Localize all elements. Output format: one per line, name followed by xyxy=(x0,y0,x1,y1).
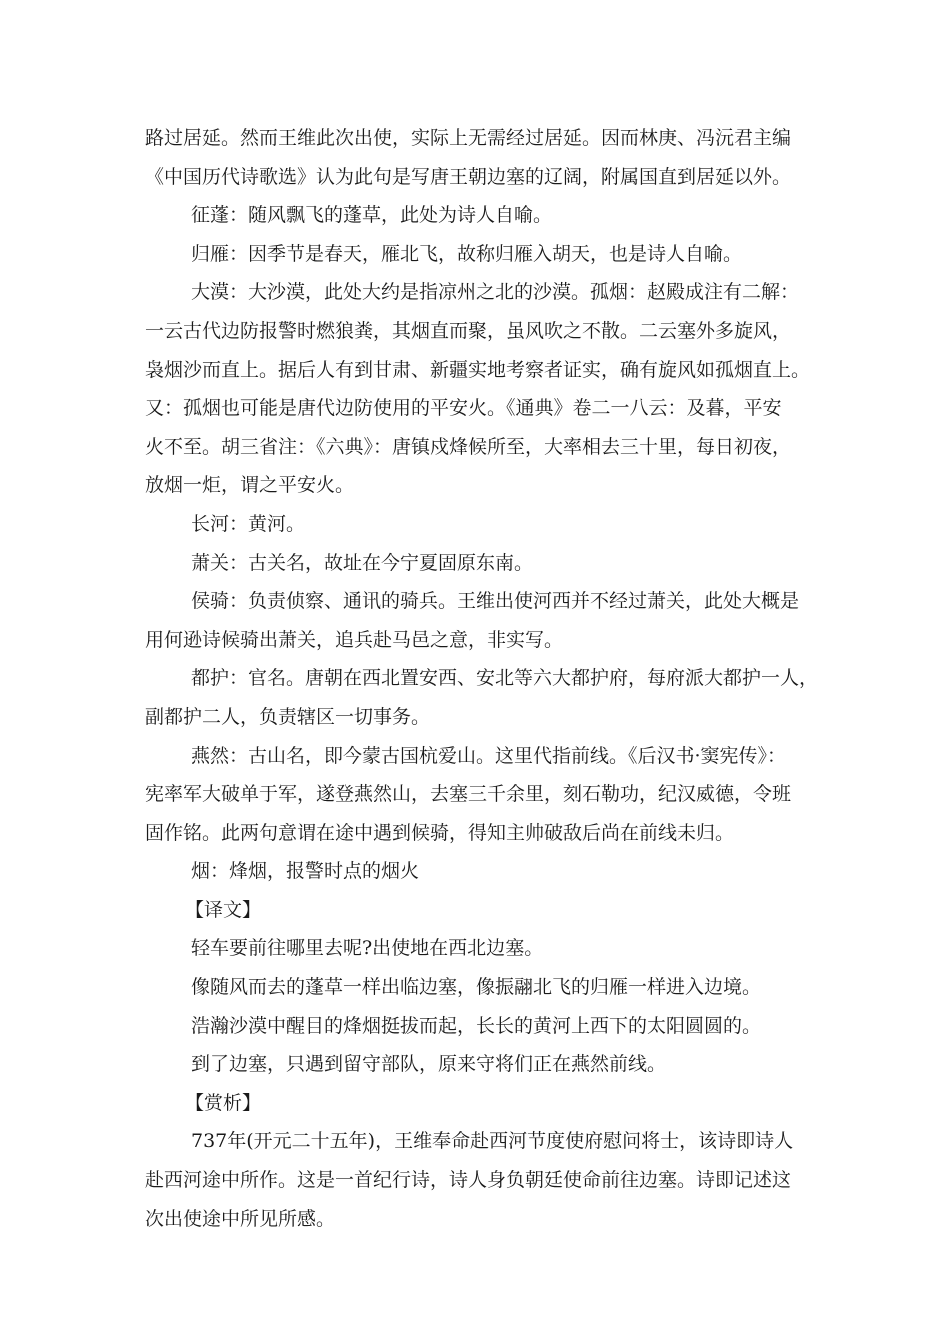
text-line: 放烟一炬，谓之平安火。 xyxy=(145,474,355,497)
text-line: 燕然：古山名，即今蒙古国杭爱山。这里代指前线。《后汉书·窦宪传》： xyxy=(191,744,787,767)
text-line: 又：孤烟也可能是唐代边防使用的平安火。《通典》卷二一八云：及暮，平安 xyxy=(145,397,782,420)
section-heading-appreciation: 【赏析】 xyxy=(185,1091,262,1114)
text-line: 737年(开元二十五年)，王维奉命赴西河节度使府慰问将士，该诗即诗人 xyxy=(191,1130,794,1153)
text-line: 固作铭。此两句意谓在途中遇到候骑，得知主帅破敌后尚在前线未归。 xyxy=(145,821,735,844)
text-line: 用何逊诗候骑出萧关，追兵赴马邑之意，非实写。 xyxy=(145,628,564,651)
text-line: 大漠：大沙漠，此处大约是指凉州之北的沙漠。孤烟：赵殿成注有二解： xyxy=(191,281,800,304)
text-line: 副都护二人，负责辖区一切事务。 xyxy=(145,705,431,728)
text-line: 袅烟沙而直上。据后人有到甘肃、新疆实地考察者证实，确有旋风如孤烟直上。 xyxy=(145,358,811,381)
text-line: 一云古代边防报警时燃狼粪，其烟直而聚，虽风吹之不散。二云塞外多旋风， xyxy=(145,319,792,342)
text-line: 赴西河途中所作。这是一首纪行诗，诗人身负朝廷使命前往边塞。诗即记述这 xyxy=(145,1169,792,1192)
text-line: 征蓬：随风飘飞的蓬草，此处为诗人自喻。 xyxy=(191,204,553,227)
section-heading-translation: 【译文】 xyxy=(185,898,262,921)
text-line: 烟：烽烟，报警时点的烟火 xyxy=(191,860,420,883)
text-line: 路过居延。然而王维此次出使，实际上无需经过居延。因而林庚、冯沅君主编 xyxy=(145,127,792,149)
text-line: 像随风而去的蓬草一样出临边塞，像振翮北飞的归雁一样进入边境。 xyxy=(191,976,762,999)
text-line: 次出使途中所见所感。 xyxy=(145,1207,336,1230)
text-line: 到了边塞，只遇到留守部队，原来守将们正在燕然前线。 xyxy=(191,1053,667,1076)
text-line: 火不至。胡三省注：《六典》：唐镇戍烽候所至，大率相去三十里，每日初夜， xyxy=(145,435,792,458)
text-line: 萧关：古关名，故址在今宁夏固原东南。 xyxy=(191,551,534,574)
text-line: 轻车要前往哪里去呢?出使地在西北边塞。 xyxy=(191,937,544,960)
document-body xyxy=(145,119,819,1238)
text-line: 《中国历代诗歌选》认为此句是写唐王朝边塞的辽阔，附属国直到居延以外。 xyxy=(145,165,792,188)
text-line: 侯骑：负责侦察、通讯的骑兵。王维出使河西并不经过萧关，此处大概是 xyxy=(191,590,800,613)
text-line: 归雁：因季节是春天，雁北飞，故称归雁入胡天，也是诗人自喻。 xyxy=(191,242,743,265)
text-line: 都护：官名。唐朝在西北置安西、安北等六大都护府，每府派大都护一人， xyxy=(191,667,819,690)
text-line: 浩瀚沙漠中醒目的烽烟挺拔而起，长长的黄河上西下的太阳圆圆的。 xyxy=(191,1014,762,1037)
text-line: 长河：黄河。 xyxy=(191,512,306,535)
text-line: 宪率军大破单于军，遂登燕然山，去塞三千余里，刻石勒功，纪汉威德，令班 xyxy=(145,783,792,806)
